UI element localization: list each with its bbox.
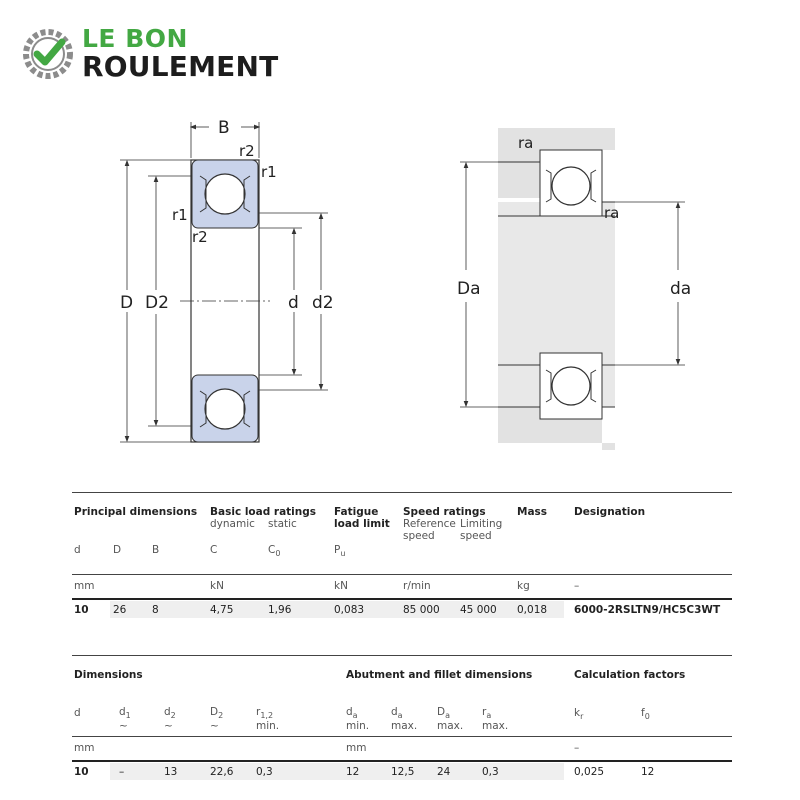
sym2-f0: $f_0$ <box>641 707 650 722</box>
cell-C: 4,75 <box>210 604 234 616</box>
cell2-da-max: 12,5 <box>391 766 415 778</box>
ball-top <box>205 174 245 214</box>
table1-mid-rule <box>72 574 732 575</box>
unit-kg: kg <box>517 580 530 592</box>
unit2-mm-2: mm <box>346 742 367 754</box>
cell2-d2: 13 <box>164 766 178 778</box>
sym2-d2: $d_2$ ~ <box>164 706 176 733</box>
cell2-r12: 0,3 <box>256 766 273 778</box>
ball-bottom <box>205 389 245 429</box>
table2-top-rule <box>72 655 732 656</box>
cell-d: 10 <box>74 604 89 616</box>
unit-kN-2: kN <box>334 580 348 592</box>
cell2-Da-max: 24 <box>437 766 451 778</box>
label-r1-side: r1 <box>172 206 188 224</box>
unit2-dash: – <box>574 742 580 754</box>
label-r1-top: r1 <box>261 163 277 181</box>
table1-top-rule <box>72 492 732 493</box>
cell-designation: 6000-2RSLTN9/HC5C3WT <box>574 604 721 616</box>
table2-row-rule <box>72 760 732 762</box>
symbol-C0: $C_0$ <box>268 544 281 559</box>
sym2-da-min: $d_a$ min. <box>346 706 370 733</box>
cell-ref-speed: 85 000 <box>403 604 440 616</box>
cell-C0: 1,96 <box>268 604 292 616</box>
sym2-r12: $r_{1,2}$ min. <box>256 706 280 733</box>
cell-B: 8 <box>152 604 159 616</box>
cell-Pu: 0,083 <box>334 604 365 616</box>
label-D: D <box>120 293 134 313</box>
label-ra-top: ra <box>518 134 534 152</box>
unit-dash: – <box>574 580 580 592</box>
table1-header <box>72 506 732 596</box>
cell-lim-speed: 45 000 <box>460 604 497 616</box>
sym2-Da-max: $D_a$ max. <box>437 706 464 733</box>
header-limiting-1: Limiting <box>460 518 503 530</box>
header-reference-1: Reference <box>403 518 456 530</box>
symbol-B: B <box>152 544 160 556</box>
cell-D: 26 <box>113 604 127 616</box>
mounting-drawing-right <box>457 128 691 450</box>
header-mass: Mass <box>517 506 548 518</box>
header-abutment: Abutment and fillet dimensions <box>346 669 533 681</box>
header-limiting-2: speed <box>460 530 492 542</box>
table2-mid-rule <box>72 736 732 737</box>
unit-rmin: r/min <box>403 580 431 592</box>
label-r2-side: r2 <box>192 228 208 246</box>
cell2-da-min: 12 <box>346 766 360 778</box>
cell2-ra-max: 0,3 <box>482 766 499 778</box>
symbol-D: D <box>113 544 122 556</box>
logo-line2: ROULEMENT <box>82 50 279 83</box>
label-da: da <box>670 279 692 299</box>
logo-line1: LE BON <box>82 24 188 53</box>
header-fatigue-2: load limit <box>334 518 390 530</box>
cell2-f0: 12 <box>641 766 655 778</box>
header-dynamic: dynamic <box>210 518 255 530</box>
unit-kN-1: kN <box>210 580 224 592</box>
label-Da: Da <box>457 279 481 299</box>
table1-row <box>72 604 732 620</box>
header-fatigue-1: Fatigue <box>334 506 379 518</box>
label-B: B <box>218 118 230 138</box>
header-static: static <box>268 518 297 530</box>
header-speed: Speed ratings <box>403 506 486 518</box>
symbol-d: d <box>74 544 81 556</box>
label-ra-side: ra <box>604 204 620 222</box>
label-r2-top: r2 <box>239 142 255 160</box>
gear-check-icon <box>22 28 74 80</box>
cell2-kr: 0,025 <box>574 766 605 778</box>
label-D2: D2 <box>145 293 169 313</box>
sym2-kr: $k_r$ <box>574 707 584 722</box>
header-calc: Calculation factors <box>574 669 686 681</box>
brand-logo <box>22 26 302 86</box>
sym2-d: d <box>74 707 81 719</box>
header-dimensions: Dimensions <box>74 669 143 681</box>
table2-row <box>72 766 732 782</box>
header-designation: Designation <box>574 506 646 518</box>
symbol-Pu: $P_u$ <box>334 544 346 559</box>
unit2-mm-1: mm <box>74 742 95 754</box>
cell2-d1: – <box>119 766 125 778</box>
symbol-C: C <box>210 544 218 556</box>
label-d2: d2 <box>312 293 334 313</box>
sym2-da-max: $d_a$ max. <box>391 706 418 733</box>
table2-header <box>72 669 732 759</box>
bearing-drawing <box>0 100 800 460</box>
sym2-d1: $d_1$ ~ <box>119 706 131 733</box>
label-d: d <box>288 293 299 313</box>
cell2-d: 10 <box>74 766 89 778</box>
header-principal: Principal dimensions <box>74 506 198 518</box>
sym2-ra-max: $r_a$ max. <box>482 706 509 733</box>
unit-mm: mm <box>74 580 95 592</box>
header-basic: Basic load ratings <box>210 506 317 518</box>
sym2-D2: $D_2$ ~ <box>210 706 224 733</box>
header-reference-2: speed <box>403 530 435 542</box>
table1-row-rule <box>72 598 732 600</box>
bearing-section-left <box>120 118 334 442</box>
cell-mass: 0,018 <box>517 604 548 616</box>
cell2-D2: 22,6 <box>210 766 234 778</box>
